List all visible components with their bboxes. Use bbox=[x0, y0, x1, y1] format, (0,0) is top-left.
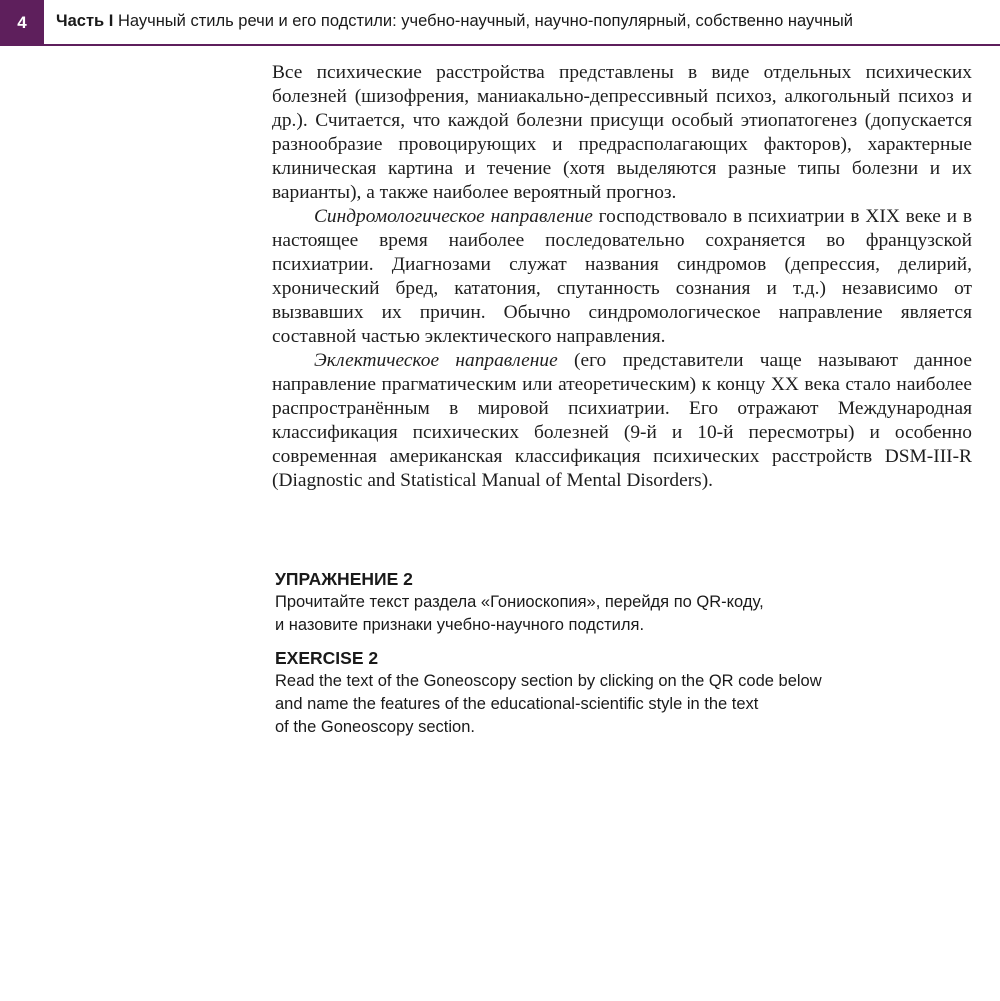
exercise-ru bbox=[275, 567, 935, 637]
paragraph-1: Все психические расстройства представлены в виде отдельных психических болезней (шизофрения, маниакально-депрессивный психоз, алкогольный психоз и др.). Считается, что каждой болезни присущи особый этиопатогенез (допускается разнообразие провоцирующих и предрасполагающих факторов), характерные клиническая картина и течение (хотя выделяются разные типы болезни и их варианты), а также наиболее вероятный прогноз. bbox=[272, 62, 972, 203]
page-number: 4 bbox=[0, 0, 44, 46]
paragraph-3-text: (его представители чаще называют данное направление прагматическим или атеоретическим) к концу XX века стало наиболее распространённым в мировой психиатрии. Его отражают Международная классификация психических болезней (9-й и 10-й пересмотры) и особенно современная американская классификация психических расстройств DSM-III-R (Diagnostic and Statistical Manual of Mental Disorders). bbox=[272, 350, 973, 491]
exercise-en-line-1: Read the text of the Goneoscopy section by clicking on the QR code below bbox=[275, 672, 822, 690]
exercise-ru-title: УПРАЖНЕНИЕ 2 bbox=[275, 569, 413, 589]
running-title bbox=[56, 12, 853, 31]
part-label: Часть I bbox=[56, 12, 114, 30]
running-header bbox=[0, 0, 1000, 48]
body-text bbox=[272, 61, 972, 493]
header-rule bbox=[0, 44, 1000, 46]
exercise-en-line-2: and name the features of the educational-scientific style in the text bbox=[275, 695, 759, 713]
exercise-en-line-3: of the Goneoscopy section. bbox=[275, 718, 475, 736]
exercise-ru-line-1: Прочитайте текст раздела «Гониоскопия», перейдя по QR-коду, bbox=[275, 593, 764, 611]
section-title: Научный стиль речи и его подстили: учебно-научный, научно-популярный, собственно научный bbox=[117, 12, 854, 30]
paragraph-2 bbox=[272, 205, 972, 349]
exercise-en bbox=[275, 646, 935, 739]
term-syndromological: Синдромологическое направление bbox=[314, 206, 593, 227]
exercise-en-title: EXERCISE 2 bbox=[275, 648, 379, 668]
exercise-ru-line-2: и назовите признаки учебно-научного подстиля. bbox=[275, 616, 645, 634]
paragraph-2-text: господствовало в психиатрии в XIX веке и в настоящее время наиболее последовательно сохраняется во французской психиатрии. Диагнозами служат названия синдромов (депрессия, делирий, хронический бред, кататония, спутанность сознания и т.д.) независимо от вызвавших их причин. Обычно синдромологическое направление является составной частью эклектического направления. bbox=[272, 206, 972, 347]
term-eclectic: Эклектическое направление bbox=[314, 350, 558, 371]
paragraph-3 bbox=[272, 349, 972, 493]
